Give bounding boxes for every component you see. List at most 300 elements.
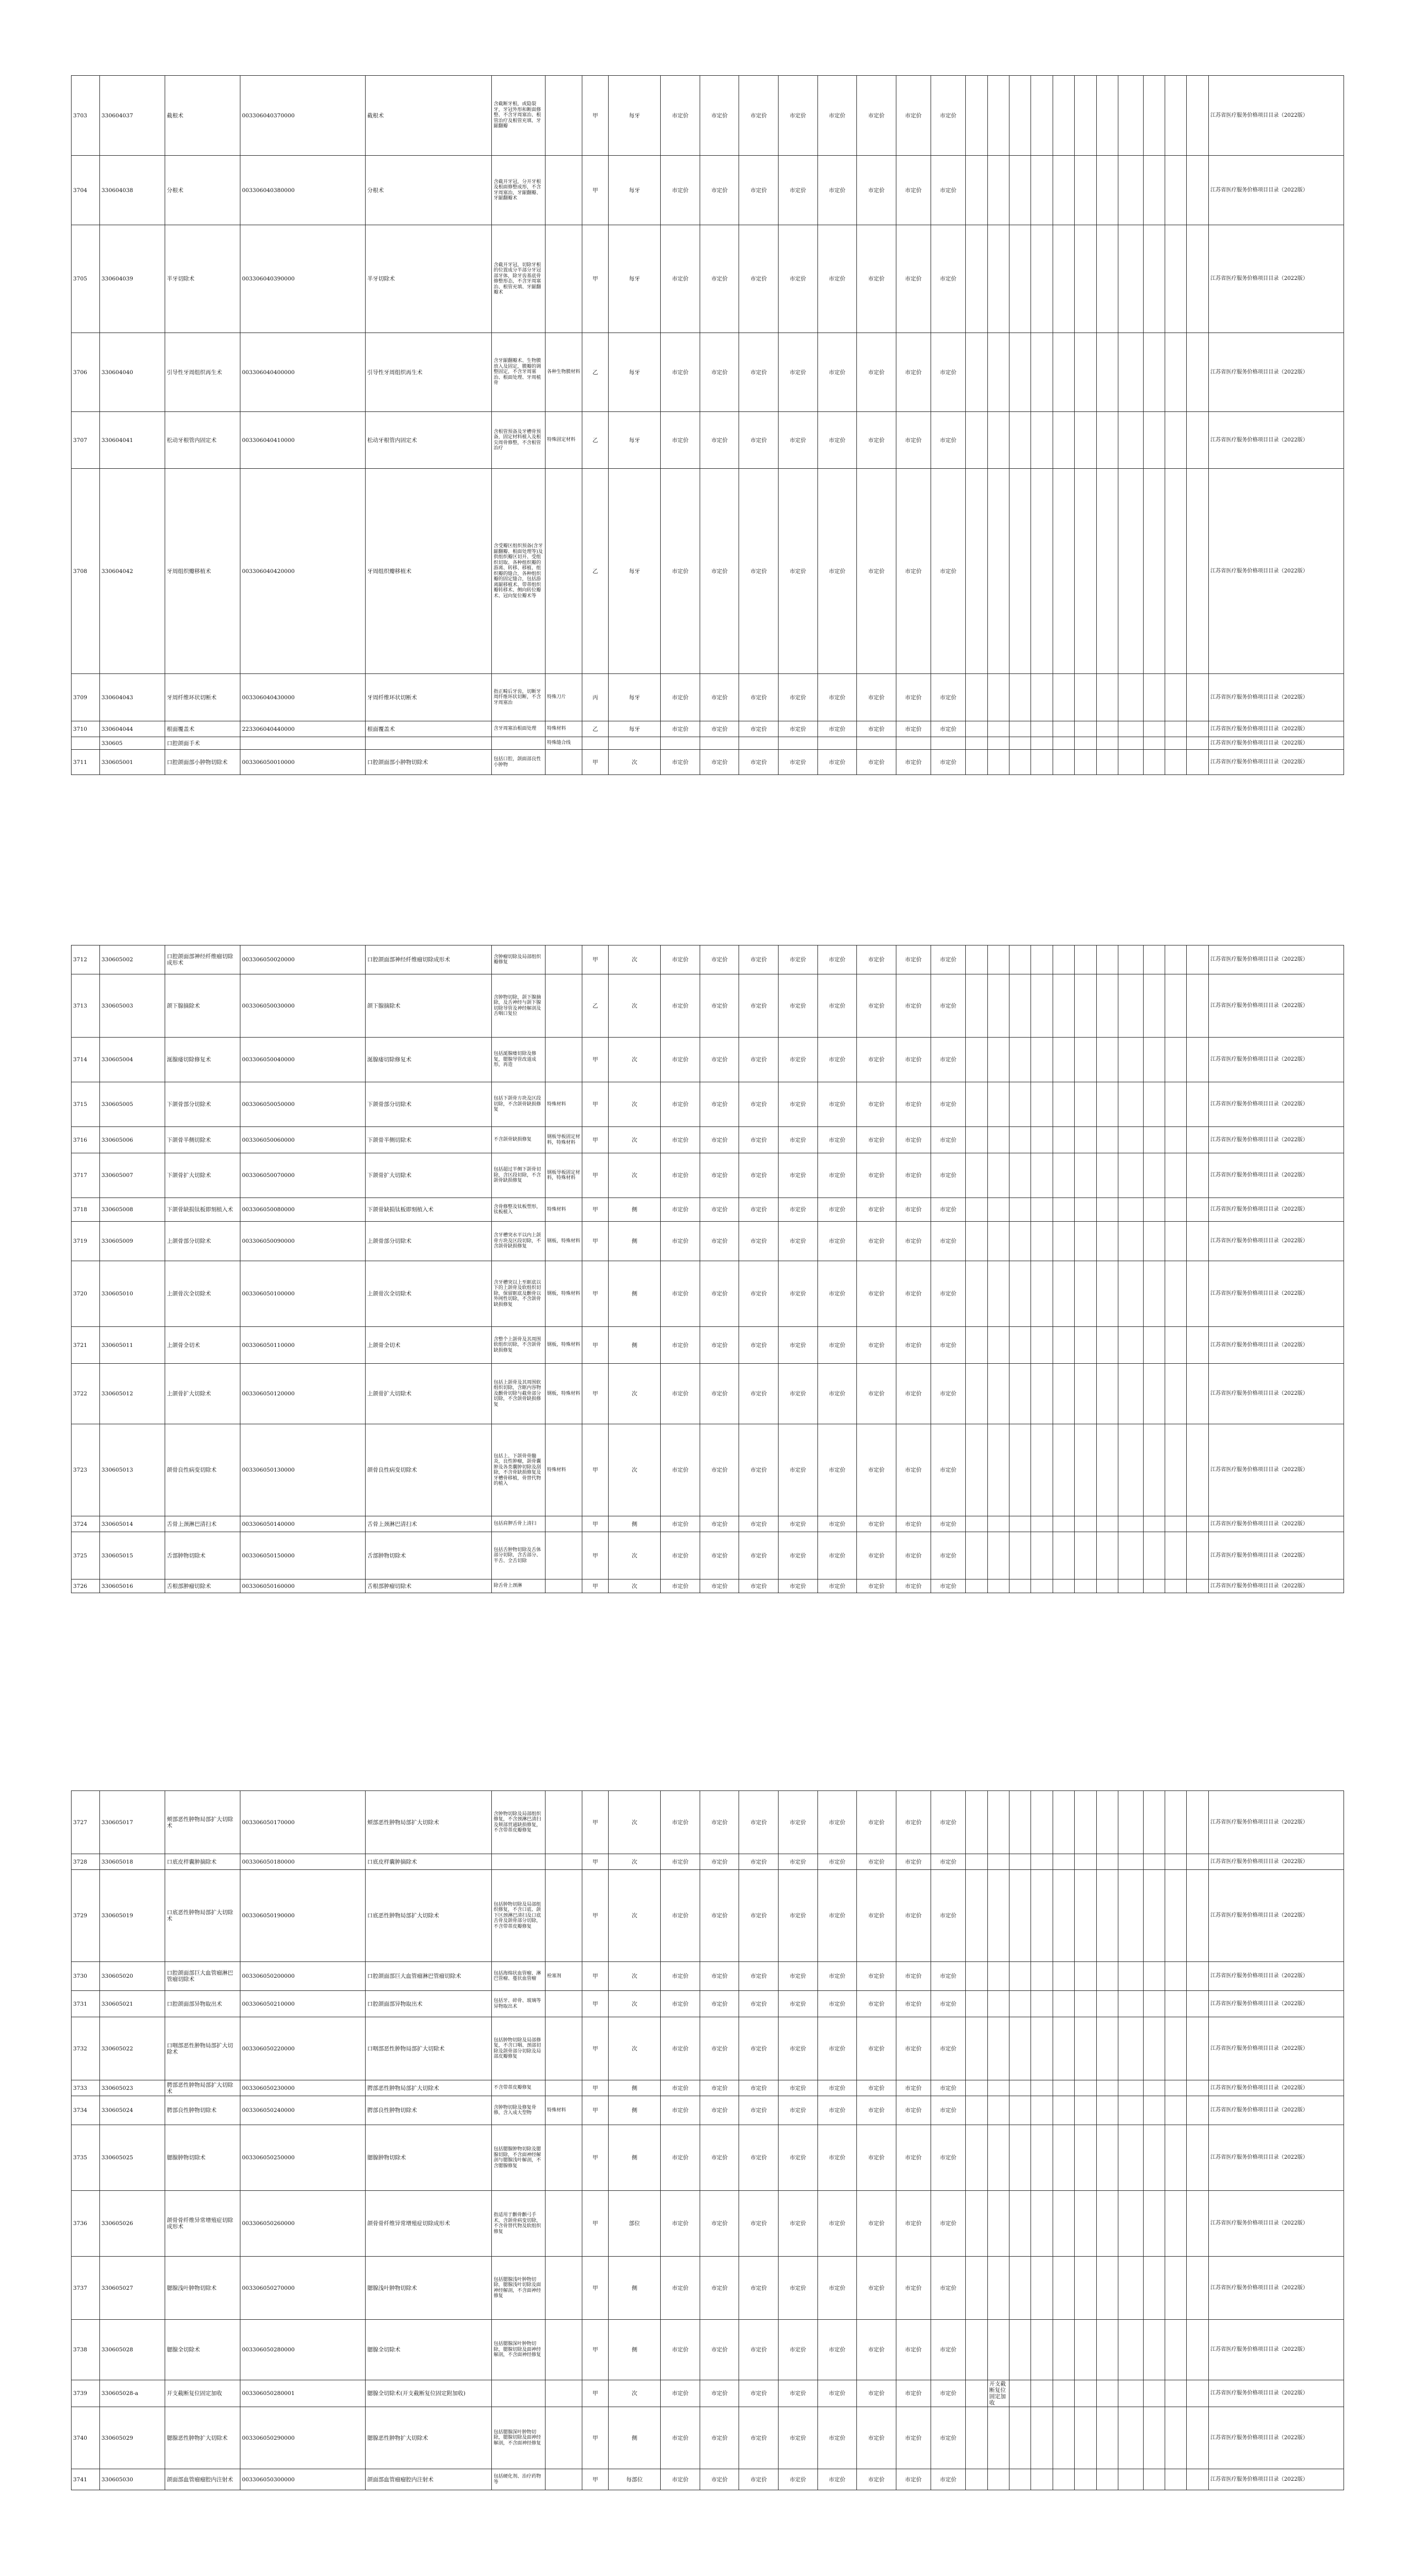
cell-price: 市定价 xyxy=(931,750,965,775)
cell-price: 市定价 xyxy=(661,76,700,156)
cell-empty xyxy=(1075,1516,1096,1532)
cell-price: 市定价 xyxy=(817,2017,857,2080)
cell-empty xyxy=(966,76,987,156)
cell-note xyxy=(987,1791,1009,1854)
cell-empty xyxy=(1031,1038,1053,1082)
cell-empty xyxy=(1165,76,1187,156)
cell-unit: 侧 xyxy=(608,2125,660,2191)
cell-empty xyxy=(966,737,987,750)
cell-unit: 侧 xyxy=(608,1261,660,1327)
cell-empty xyxy=(1053,1870,1074,1962)
cell-empty xyxy=(1165,1327,1187,1364)
table-row xyxy=(72,225,1344,333)
cell-price: 市定价 xyxy=(931,2469,965,2490)
cell-name: 腮腺浅叶肿物切除术 xyxy=(165,2257,240,2320)
cell-empty xyxy=(966,1962,987,1991)
cell-price: 市定价 xyxy=(779,225,818,333)
cell-empty xyxy=(1075,333,1096,412)
cell-price: 市定价 xyxy=(817,1327,857,1364)
cell-name2: 舌根部肿瘤切除术 xyxy=(366,1579,492,1593)
cell-price: 市定价 xyxy=(896,974,931,1038)
cell-code: 330605025 xyxy=(99,2125,165,2191)
cell-empty xyxy=(1143,469,1165,674)
cell-price: 市定价 xyxy=(931,2096,965,2125)
cell-price: 市定价 xyxy=(739,1870,779,1962)
cell-empty xyxy=(1118,1198,1144,1222)
cell-name2: 截根术 xyxy=(366,76,492,156)
cell-note xyxy=(987,1962,1009,1991)
cell-empty xyxy=(1075,1962,1096,1991)
cell-empty xyxy=(1009,1327,1031,1364)
cell-price: 市定价 xyxy=(661,1854,700,1870)
cell-price: 市定价 xyxy=(739,412,779,469)
cell-code2: 003306050030000 xyxy=(240,974,365,1038)
cell-empty xyxy=(1118,1261,1144,1327)
cell-name2: 下颌骨半侧切除术 xyxy=(366,1127,492,1153)
cell-empty xyxy=(1031,2096,1053,2125)
cell-empty xyxy=(1075,2380,1096,2407)
cell-price: 市定价 xyxy=(857,974,896,1038)
cell-excl xyxy=(545,225,582,333)
cell-empty xyxy=(1187,2257,1208,2320)
cell-empty xyxy=(1009,1991,1031,2017)
cell-price: 市定价 xyxy=(896,1198,931,1222)
table-row xyxy=(72,1364,1344,1424)
cell-price: 市定价 xyxy=(700,225,739,333)
cell-excl xyxy=(545,1991,582,2017)
cell-empty xyxy=(1118,469,1144,674)
cell-price: 市定价 xyxy=(661,1870,700,1962)
cell-empty xyxy=(966,2191,987,2257)
table-row xyxy=(72,1153,1344,1198)
cell-name: 腮腺肿物切除术 xyxy=(165,2125,240,2191)
cell-empty xyxy=(1143,225,1165,333)
cell-empty xyxy=(966,721,987,737)
cell-unit: 次 xyxy=(608,1791,660,1854)
cell-seq: 3740 xyxy=(72,2407,100,2469)
cell-code2: 003306050070000 xyxy=(240,1153,365,1198)
cell-code2: 003306040370000 xyxy=(240,76,365,156)
cell-name2: 颌骨骨纤维异常增殖症切除成形术 xyxy=(366,2191,492,2257)
cell-empty xyxy=(1187,156,1208,225)
cell-unit: 侧 xyxy=(608,2407,660,2469)
cell-empty xyxy=(1053,2017,1074,2080)
cell-desc: 包括肿物切除及局部组织修复，不含口底、颌下区颈淋巴清扫及口底舌骨及颌骨部分切除，不含带蒂皮瓣修复 xyxy=(492,1870,545,1962)
cell-cls: 甲 xyxy=(582,2380,609,2407)
cell-cls: 甲 xyxy=(582,750,609,775)
cell-price: 市定价 xyxy=(700,1038,739,1082)
cell-empty xyxy=(966,1153,987,1198)
cell-price: 市定价 xyxy=(896,1424,931,1516)
table-row xyxy=(72,1327,1344,1364)
cell-cls: 甲 xyxy=(582,1870,609,1962)
cell-empty xyxy=(1075,2191,1096,2257)
cell-price: 市定价 xyxy=(700,1579,739,1593)
cell-code2: 003306050110000 xyxy=(240,1327,365,1364)
cell-name2: 口咽部恶性肿物局部扩大切除术 xyxy=(366,2017,492,2080)
cell-desc: 包括腮腺深叶肿物切除，腮腺切除及面神经解剖，不含面神经修复 xyxy=(492,2407,545,2469)
cell-price: 市定价 xyxy=(896,2469,931,2490)
cell-empty xyxy=(1187,1327,1208,1364)
cell-excl xyxy=(545,2407,582,2469)
cell-empty xyxy=(1031,2407,1053,2469)
cell-excl xyxy=(545,2125,582,2191)
cell-cls: 甲 xyxy=(582,1153,609,1198)
cell-desc: 包括舌肿物切除及舌体部分切除，含舌部分、半舌、全舌切除 xyxy=(492,1532,545,1579)
cell-empty xyxy=(1143,76,1165,156)
cell-desc: 含骨修整及钛板塑形，钛板植入 xyxy=(492,1198,545,1222)
cell-name: 舌根部肿瘤切除术 xyxy=(165,1579,240,1593)
cell-code2: 003306050020000 xyxy=(240,945,365,974)
cell-price: 市定价 xyxy=(817,76,857,156)
cell-name2: 口腔颌面部异物取出术 xyxy=(366,1991,492,2017)
cell-name2: 根面覆盖术 xyxy=(366,721,492,737)
cell-note xyxy=(987,1870,1009,1962)
cell-empty xyxy=(1096,974,1118,1038)
cell-unit: 次 xyxy=(608,1127,660,1153)
cell-empty xyxy=(966,1579,987,1593)
cell-seq: 3723 xyxy=(72,1424,100,1516)
cell-empty xyxy=(1031,1153,1053,1198)
cell-price: 市定价 xyxy=(739,2320,779,2380)
cell-empty xyxy=(1009,412,1031,469)
cell-source: 江苏省医疗服务价格项目目录（2022版） xyxy=(1208,2096,1344,2125)
cell-cls: 甲 xyxy=(582,2191,609,2257)
cell-source: 江苏省医疗服务价格项目目录（2022版） xyxy=(1208,1082,1344,1127)
cell-excl: 各种生物膜材料 xyxy=(545,333,582,412)
cell-empty xyxy=(1096,1364,1118,1424)
cell-price: 市定价 xyxy=(817,2257,857,2320)
cell-price: 市定价 xyxy=(857,1962,896,1991)
cell-code: 330605008 xyxy=(99,1198,165,1222)
cell-price: 市定价 xyxy=(779,1261,818,1327)
cell-price: 市定价 xyxy=(661,2257,700,2320)
cell-empty xyxy=(966,1854,987,1870)
cell-source: 江苏省医疗服务价格项目目录（2022版） xyxy=(1208,333,1344,412)
cell-price: 市定价 xyxy=(896,1082,931,1127)
cell-unit: 次 xyxy=(608,2380,660,2407)
cell-note xyxy=(987,1327,1009,1364)
cell-code2: 003306050190000 xyxy=(240,1870,365,1962)
cell-price: 市定价 xyxy=(857,2080,896,2096)
cell-price: 市定价 xyxy=(857,1516,896,1532)
cell-source: 江苏省医疗服务价格项目目录（2022版） xyxy=(1208,1198,1344,1222)
cell-empty xyxy=(1118,1222,1144,1261)
cell-price: 市定价 xyxy=(817,1424,857,1516)
cell-empty xyxy=(1143,2096,1165,2125)
cell-empty xyxy=(1009,1791,1031,1854)
cell-empty xyxy=(1143,2469,1165,2490)
cell-price: 市定价 xyxy=(896,1991,931,2017)
cell-price: 市定价 xyxy=(661,1991,700,2017)
cell-desc: 含截开牙冠，分开牙根及根面修整成形，不含牙周塞治，牙龈翻瓣、牙龈翻瓣术 xyxy=(492,156,545,225)
cell-empty xyxy=(1009,721,1031,737)
cell-price: 市定价 xyxy=(700,1364,739,1424)
cell-empty xyxy=(1118,1516,1144,1532)
cell-empty xyxy=(1165,2469,1187,2490)
cell-excl xyxy=(545,2191,582,2257)
cell-price: 市定价 xyxy=(779,945,818,974)
cell-empty xyxy=(1031,945,1053,974)
cell-seq: 3712 xyxy=(72,945,100,974)
cell-price: 市定价 xyxy=(931,1854,965,1870)
cell-empty xyxy=(1053,1082,1074,1127)
cell-name2: 腮腺全切除术 xyxy=(366,2320,492,2380)
cell-empty xyxy=(1053,674,1074,721)
cell-empty xyxy=(1053,1516,1074,1532)
cell-excl xyxy=(545,2080,582,2096)
cell-name: 松动牙根管内固定术 xyxy=(165,412,240,469)
cell-price: 市定价 xyxy=(931,721,965,737)
cell-empty xyxy=(1009,750,1031,775)
cell-excl xyxy=(545,469,582,674)
cell-price: 市定价 xyxy=(739,1516,779,1532)
cell-empty xyxy=(1031,2017,1053,2080)
cell-price: 市定价 xyxy=(700,1082,739,1127)
cell-price: 市定价 xyxy=(779,412,818,469)
cell-price: 市定价 xyxy=(931,1791,965,1854)
cell-name: 颌骨骨纤维异常增殖症切除成形术 xyxy=(165,2191,240,2257)
cell-note xyxy=(987,1364,1009,1424)
cell-cls: 甲 xyxy=(582,1516,609,1532)
cell-price: 市定价 xyxy=(896,1327,931,1364)
cell-empty xyxy=(1075,1532,1096,1579)
cell-empty xyxy=(1075,1991,1096,2017)
cell-empty xyxy=(966,750,987,775)
cell-empty xyxy=(1031,412,1053,469)
cell-empty xyxy=(1187,1424,1208,1516)
cell-price: 市定价 xyxy=(896,412,931,469)
cell-note xyxy=(987,1198,1009,1222)
cell-name: 上颌骨扩大切除术 xyxy=(165,1364,240,1424)
cell-name2: 下颌骨扩大切除术 xyxy=(366,1153,492,1198)
cell-empty xyxy=(1165,974,1187,1038)
cell-seq: 3733 xyxy=(72,2080,100,2096)
cell-desc: 含截开牙冠，切除牙根的位置成分半部分牙冠部牙体，除牙齿基底骨修整形态，不含牙周塞治、根管充填、牙龈翻瓣术 xyxy=(492,225,545,333)
cell-empty xyxy=(966,333,987,412)
cell-name: 舌部肿物切除术 xyxy=(165,1532,240,1579)
cell-seq: 3724 xyxy=(72,1516,100,1532)
cell-code: 330605018 xyxy=(99,1854,165,1870)
cell-name: 口腔颌面部巨大血管瘤淋巴管瘤切除术 xyxy=(165,1962,240,1991)
cell-seq: 3710 xyxy=(72,721,100,737)
cell-empty xyxy=(1009,2257,1031,2320)
cell-empty xyxy=(1118,1153,1144,1198)
cell-price: 市定价 xyxy=(931,1327,965,1364)
cell-price: 市定价 xyxy=(857,76,896,156)
cell-empty xyxy=(1096,1327,1118,1364)
cell-empty xyxy=(966,2080,987,2096)
cell-price: 市定价 xyxy=(896,2191,931,2257)
cell-empty xyxy=(1143,1516,1165,1532)
cell-price: 市定价 xyxy=(857,333,896,412)
cell-empty xyxy=(1187,945,1208,974)
cell-price: 市定价 xyxy=(817,750,857,775)
cell-note: 开支截断复位固定加收 xyxy=(987,2380,1009,2407)
cell-name: 口腔颌面部小肿物切除术 xyxy=(165,750,240,775)
cell-empty xyxy=(1075,1364,1096,1424)
cell-price: 市定价 xyxy=(739,469,779,674)
cell-price: 市定价 xyxy=(661,1962,700,1991)
cell-unit: 次 xyxy=(608,1082,660,1127)
cell-price: 市定价 xyxy=(857,2320,896,2380)
cell-price: 市定价 xyxy=(779,1327,818,1364)
cell-empty xyxy=(1053,721,1074,737)
cell-price: 市定价 xyxy=(931,2407,965,2469)
cell-price: 市定价 xyxy=(817,1870,857,1962)
cell-price: 市定价 xyxy=(739,2407,779,2469)
cell-empty xyxy=(1118,76,1144,156)
cell-empty xyxy=(1053,1261,1074,1327)
cell-excl xyxy=(545,2257,582,2320)
cell-empty xyxy=(1096,76,1118,156)
cell-empty xyxy=(1009,1222,1031,1261)
cell-price: 市定价 xyxy=(931,2017,965,2080)
cell-empty xyxy=(1165,1127,1187,1153)
cell-price xyxy=(739,737,779,750)
cell-price: 市定价 xyxy=(817,2407,857,2469)
cell-empty xyxy=(1118,1082,1144,1127)
cell-seq: 3729 xyxy=(72,1870,100,1962)
cell-price: 市定价 xyxy=(779,1579,818,1593)
cell-empty xyxy=(966,974,987,1038)
cell-unit: 每牙 xyxy=(608,156,660,225)
table-row xyxy=(72,945,1344,974)
cell-code: 330605009 xyxy=(99,1222,165,1261)
cell-price: 市定价 xyxy=(817,2191,857,2257)
cell-empty xyxy=(1187,1198,1208,1222)
cell-source: 江苏省医疗服务价格项目目录（2022版） xyxy=(1208,1870,1344,1962)
cell-unit: 每牙 xyxy=(608,721,660,737)
cell-code2: 003306050130000 xyxy=(240,1424,365,1516)
cell-empty xyxy=(1118,225,1144,333)
cell-code2: 003306040390000 xyxy=(240,225,365,333)
cell-price: 市定价 xyxy=(700,2407,739,2469)
cell-price: 市定价 xyxy=(779,2017,818,2080)
cell-empty xyxy=(1075,225,1096,333)
cell-price: 市定价 xyxy=(739,2191,779,2257)
cell-price: 市定价 xyxy=(661,469,700,674)
cell-price: 市定价 xyxy=(661,1327,700,1364)
cell-desc: 包括海绵状血管瘤、淋巴管瘤、蔓状血管瘤 xyxy=(492,1962,545,1991)
cell-empty xyxy=(1009,2017,1031,2080)
cell-empty xyxy=(1075,1082,1096,1127)
cell-source: 江苏省医疗服务价格项目目录（2022版） xyxy=(1208,1222,1344,1261)
cell-empty xyxy=(1031,156,1053,225)
cell-code: 330605016 xyxy=(99,1579,165,1593)
cell-note xyxy=(987,750,1009,775)
cell-price: 市定价 xyxy=(931,1222,965,1261)
cell-code2: 003306050280001 xyxy=(240,2380,365,2407)
cell-price: 市定价 xyxy=(779,333,818,412)
cell-empty xyxy=(1075,1424,1096,1516)
cell-price: 市定价 xyxy=(779,1082,818,1127)
cell-price: 市定价 xyxy=(817,674,857,721)
cell-price: 市定价 xyxy=(931,1038,965,1082)
cell-cls: 甲 xyxy=(582,945,609,974)
cell-price: 市定价 xyxy=(779,1038,818,1082)
cell-desc: 含牙龈翻瓣术、生物膜放入及固定，膜瓣的调整固定，不含牙周塞治、根面处理、牙周植骨 xyxy=(492,333,545,412)
table-row xyxy=(72,1222,1344,1261)
cell-excl xyxy=(545,945,582,974)
cell-code2: 003306050200000 xyxy=(240,1962,365,1991)
cell-empty xyxy=(966,412,987,469)
cell-note xyxy=(987,1261,1009,1327)
cell-empty xyxy=(1053,1962,1074,1991)
cell-price: 市定价 xyxy=(857,225,896,333)
cell-desc: 包括肩胛舌骨上清扫 xyxy=(492,1516,545,1532)
cell-desc: 指适用于颧骨颧弓手术，含颌骨病变切除，不含骨替代物及软组织修复 xyxy=(492,2191,545,2257)
cell-code2: 003306050300000 xyxy=(240,2469,365,2490)
cell-empty xyxy=(1187,412,1208,469)
cell-empty xyxy=(1053,750,1074,775)
table-row xyxy=(72,1532,1344,1579)
cell-price: 市定价 xyxy=(931,1127,965,1153)
cell-empty xyxy=(1187,76,1208,156)
cell-unit: 每牙 xyxy=(608,76,660,156)
cell-seq: 3719 xyxy=(72,1222,100,1261)
cell-empty xyxy=(1118,945,1144,974)
cell-desc: 不含颌骨缺损修复 xyxy=(492,1127,545,1153)
cell-price xyxy=(817,737,857,750)
cell-price: 市定价 xyxy=(857,1198,896,1222)
cell-price: 市定价 xyxy=(896,1222,931,1261)
cell-note xyxy=(987,156,1009,225)
cell-name: 根面覆盖术 xyxy=(165,721,240,737)
cell-price xyxy=(779,737,818,750)
table-row xyxy=(72,1261,1344,1327)
cell-note xyxy=(987,469,1009,674)
cell-seq: 3705 xyxy=(72,225,100,333)
cell-name2: 腮腺浅叶肿物切除术 xyxy=(366,2257,492,2320)
cell-empty xyxy=(1187,2407,1208,2469)
cell-empty xyxy=(1075,2407,1096,2469)
cell-code: 330604037 xyxy=(99,76,165,156)
cell-empty xyxy=(1053,2125,1074,2191)
cell-price: 市定价 xyxy=(817,721,857,737)
cell-excl: 钢板，特殊材料 xyxy=(545,1222,582,1261)
cell-price: 市定价 xyxy=(779,1854,818,1870)
cell-empty xyxy=(1165,1153,1187,1198)
cell-price: 市定价 xyxy=(779,1198,818,1222)
cell-empty xyxy=(1143,1791,1165,1854)
cell-price: 市定价 xyxy=(700,76,739,156)
cell-empty xyxy=(1075,1038,1096,1082)
cell-empty xyxy=(1143,674,1165,721)
cell-empty xyxy=(1075,1327,1096,1364)
cell-empty xyxy=(1096,721,1118,737)
cell-code: 330605012 xyxy=(99,1364,165,1424)
cell-price: 市定价 xyxy=(700,333,739,412)
cell-excl: 特殊固定材料 xyxy=(545,412,582,469)
cell-price: 市定价 xyxy=(931,1991,965,2017)
cell-name2: 舌部肿物切除术 xyxy=(366,1532,492,1579)
cell-source: 江苏省医疗服务价格项目目录（2022版） xyxy=(1208,1261,1344,1327)
cell-price: 市定价 xyxy=(779,1791,818,1854)
cell-price: 市定价 xyxy=(817,1854,857,1870)
cell-empty xyxy=(1096,1153,1118,1198)
cell-empty xyxy=(1118,2469,1144,2490)
cell-name2: 口底恶性肿物局部扩大切除术 xyxy=(366,1870,492,1962)
cell-price: 市定价 xyxy=(739,1082,779,1127)
cell-price: 市定价 xyxy=(779,1364,818,1424)
cell-name: 腭部恶性肿物局部扩大切除术 xyxy=(165,2080,240,2096)
cell-source: 江苏省医疗服务价格项目目录（2022版） xyxy=(1208,2380,1344,2407)
cell-seq: 3721 xyxy=(72,1327,100,1364)
cell-empty xyxy=(1031,750,1053,775)
cell-desc: 包括腮腺深叶肿物切除，腮腺切除及面神经解剖，不含面神经修复 xyxy=(492,2320,545,2380)
table-row xyxy=(72,674,1344,721)
